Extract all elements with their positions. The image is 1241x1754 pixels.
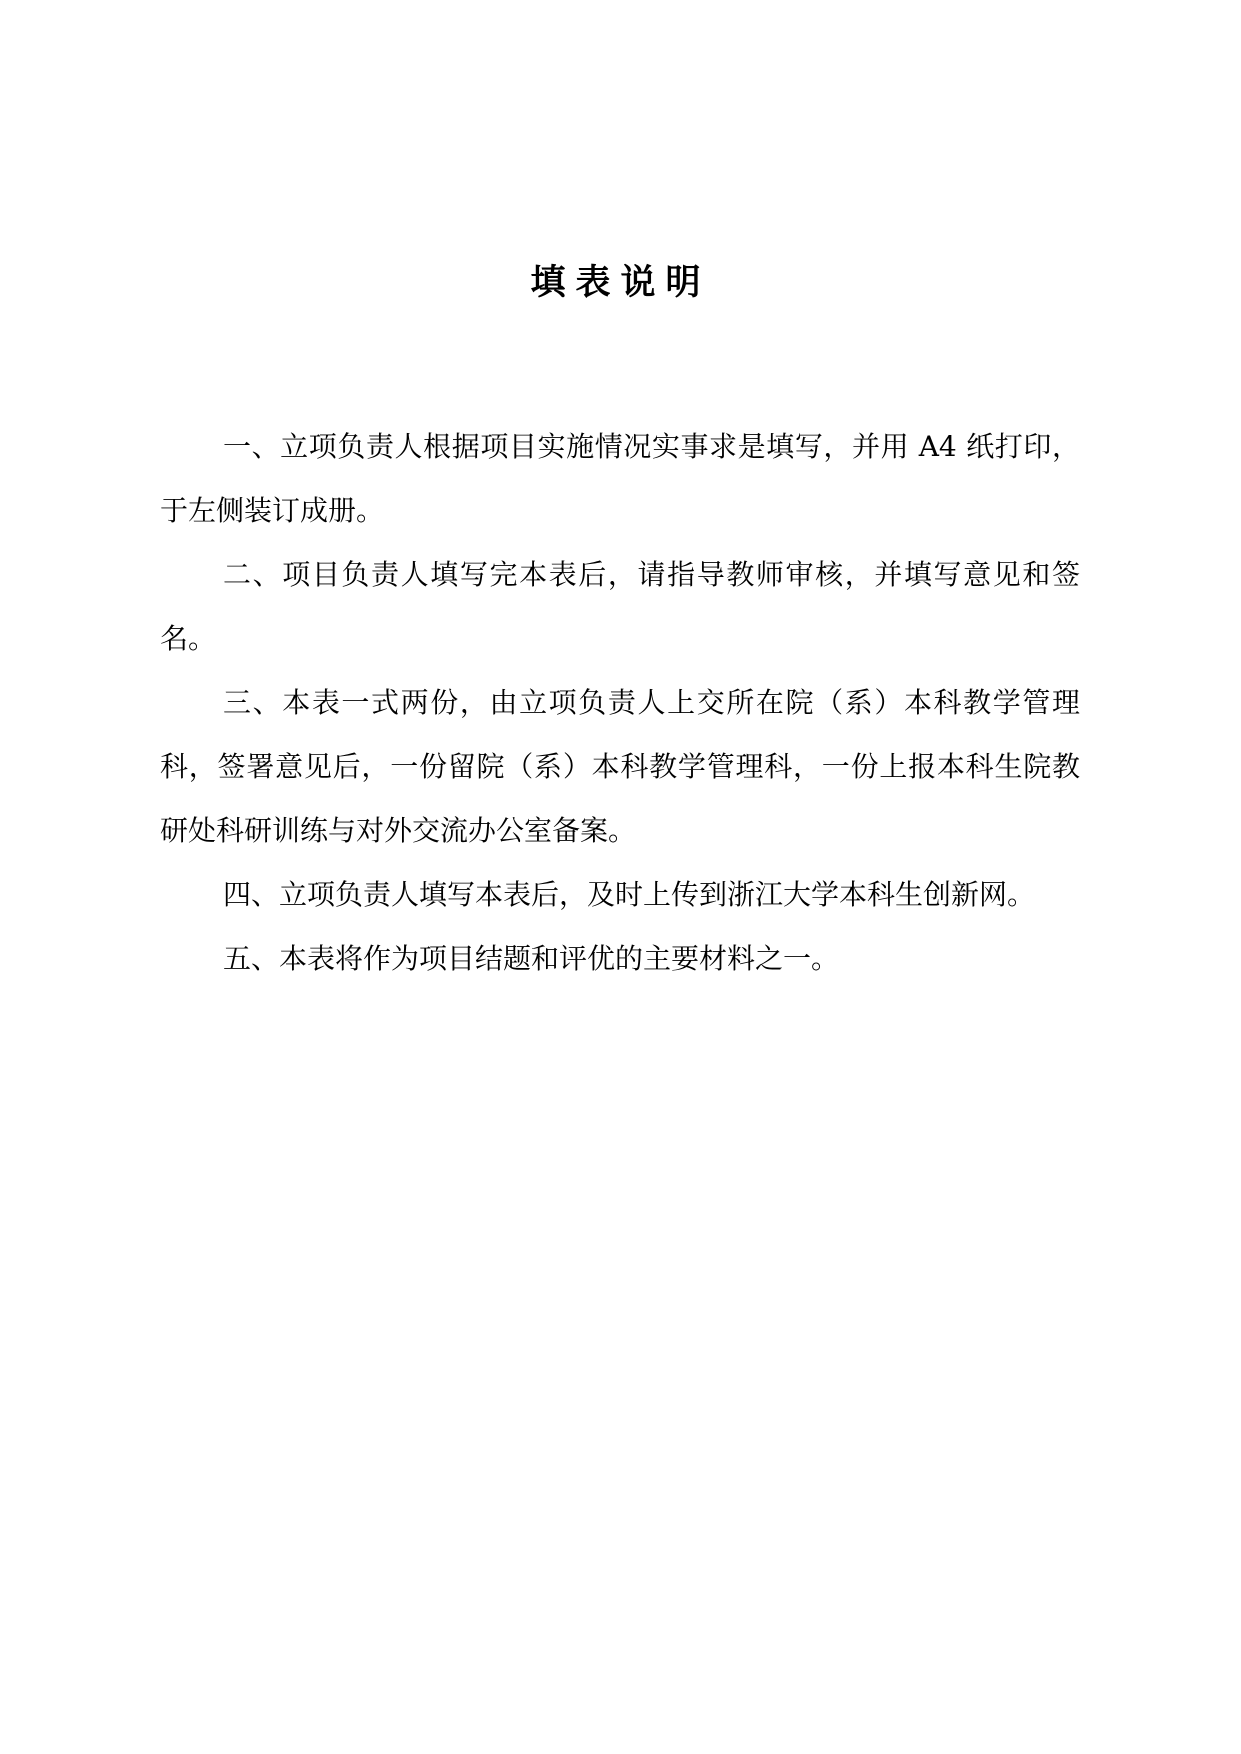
instructions-body <box>160 415 1080 991</box>
instruction-paragraph-4: 四、立项负责人填写本表后，及时上传到浙江大学本科生创新网。 <box>223 878 1036 911</box>
instruction-paragraph-2: 二、项目负责人填写完本表后，请指导教师审核，并填写意见和签名。 <box>160 558 1080 655</box>
instruction-paragraph-1: 一、立项负责人根据项目实施情况实事求是填写，并用 A4 纸打印，于左侧装订成册。 <box>160 430 1080 527</box>
page-title: 填表说明 <box>530 263 711 303</box>
instruction-paragraph-5: 五、本表将作为项目结题和评优的主要材料之一。 <box>223 942 840 975</box>
instruction-paragraph-3: 三、本表一式两份，由立项负责人上交所在院（系）本科教学管理科，签署意见后，一份留院（系）本科教学管理科，一份上报本科生院教研处科研训练与对外交流办公室备案。 <box>160 686 1080 847</box>
